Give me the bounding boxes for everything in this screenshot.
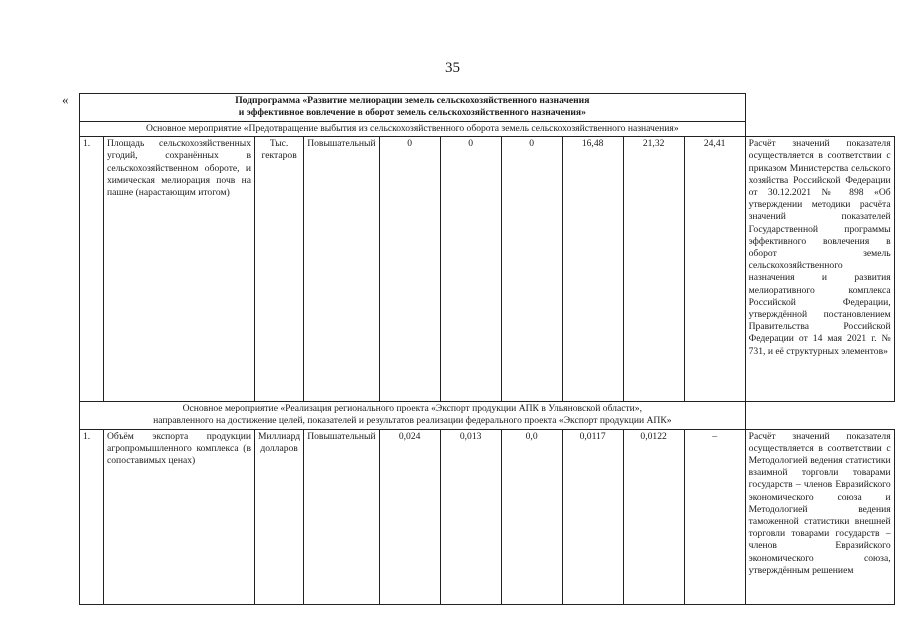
row-1-unit: Тыс. гектаров <box>255 137 304 402</box>
subprogram-title-line-2: и эффективное вовлечение в оборот земель сельскохозяйственного назначения» <box>238 107 586 119</box>
row-2-value-4: 0,0117 <box>562 429 623 604</box>
subprogram-title-row <box>80 94 895 122</box>
row-1-value-3: 0 <box>501 137 562 402</box>
row-1-num: 1. <box>80 137 104 402</box>
measure-2-line-1: Основное мероприятие «Реализация регионального проекта «Экспорт продукции АПК в Ульяновской области», <box>182 403 642 415</box>
table-row <box>80 137 895 402</box>
opening-quote: « <box>62 92 69 107</box>
measure-row-1 <box>80 122 895 137</box>
row-1-type: Повышательный <box>304 137 379 402</box>
page-number: 35 <box>445 60 460 76</box>
row-1-name: Площадь сельскохозяйственных угодий, сохранённых в сельскохозяйственном обороте, и химическая мелиорация почв на пашне (нарастающим итогом) <box>104 137 255 402</box>
row-2-value-6: – <box>684 429 745 604</box>
row-2-value-5: 0,0122 <box>623 429 684 604</box>
subprogram-title: Подпрограмма «Развитие мелиорации земель сельскохозяйственного назначения <box>235 95 590 106</box>
table-row <box>80 429 895 604</box>
row-2-note: Расчёт значений показателя осуществляется в соответствии с Методологией ведения статистики взаимной торговли товарами государств – членов Евразийского экономического союза и Методологией ведения таможенной статистики внешней торговли товарами государств – членов Евразийского экономического союза, утверждённым решением <box>745 429 894 604</box>
row-2-name: Объём экспорта продукции агропромышленного комплекса (в сопоставимых ценах) <box>104 429 255 604</box>
measure-2-line-2: направленного на достижение целей, показателей и результатов реализации федерального проекта «Экспорт продукции АПК» <box>153 415 672 427</box>
row-2-type: Повышательный <box>304 429 379 604</box>
measure-2 <box>80 402 746 429</box>
row-1-value-5: 21,32 <box>623 137 684 402</box>
row-2-value-2: 0,013 <box>440 429 501 604</box>
row-1-note: Расчёт значений показателя осуществляется в соответствии с приказом Министерства сельского хозяйства Российской Федерации от 30.12.2021 № 898 «Об утверждении методики расчёта значений показателей Государственной программы эффективного вовлечения в оборот земель сельскохозяйственного назначения и развития мелиоративного комплекса Российской Федерации, утверждённой постановлением Правительства Российской Федерации от 14 мая 2021 г. № 731, и её структурных элементов» <box>745 137 894 402</box>
measure-1: Основное мероприятие «Предотвращение выбытия из сельскохозяйственного оборота земель сельскохозяйственного назначения» <box>80 122 746 137</box>
row-1-value-1: 0 <box>379 137 440 402</box>
measure-row-2 <box>80 402 895 429</box>
row-2-unit: Миллиард долларов <box>255 429 304 604</box>
row-1-value-6: 24,41 <box>684 137 745 402</box>
indicators-table <box>79 93 895 605</box>
row-2-value-1: 0,024 <box>379 429 440 604</box>
row-1-value-4: 16,48 <box>562 137 623 402</box>
row-2-num: 1. <box>80 429 104 604</box>
row-1-value-2: 0 <box>440 137 501 402</box>
row-2-value-3: 0,0 <box>501 429 562 604</box>
subprogram-title-cell <box>80 94 746 122</box>
